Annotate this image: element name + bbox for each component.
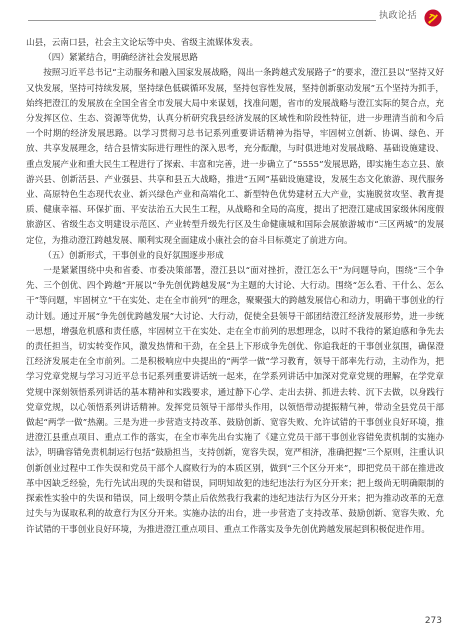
paragraph-development-strategy: 按照习近平总书记“主动服务和融入国家发展战略，闯出一条跨越式发展路子”的要求，澄江县以“坚持又好又快发展，坚持可持续发展，坚持绿色低碳循环发展，坚持包容性发展，坚持创新驱动发展”五个坚持为抓手，始终把澄江的发展放在全国全省全市发展大局中来谋划，找准问题，省市的发展战略与澄江实际的契合点，充分发挥区位、生态、资源等优势，认真分析研究我县经济发展的区域性和阶段性特征，进一步理清当前和今后一个时期的经济发展思路。以学习贯彻习总书记系列重要讲话精神为指导，牢固树立创新、协调、绿色、开放、共享发展理念，结合县情实际进行理性的深入思考，充分酝酿，与时俱进地对发展战略、基础设施建设、重点发展产业和重大民生工程进行了探索、丰富和完善，进一步确立了“5555”发展思路，即实施生态立县、旅游兴县、创新活县、产业强县、共享和县五大战略，推进“五网”基础设施建设，发展生态文化旅游、现代服务业、高原特色生态现代农业、新兴绿色产业和高端化工、新型特色优势建材五大产业，实施脱贫攻坚、教育提质、健康幸福、环保扩面、平安法治五大民生工程，从战略和全局的高度，提出了把澄江建成国家级休闲度假旅游区、省级生态文明建设示范区、产业转型升级先行区及生命健康城和国际会展旅游城市“三区两城”的发展定位，为推动澄江跨越发展、顺利实现全面建成小康社会的奋斗目标奠定了前进方向。 [26,68,444,246]
section-heading-4: （四）紧紧结合，明确经济社会发展思路 [43,53,198,64]
page-body [26,36,444,538]
party-emblem-icon [424,9,442,27]
paragraph-continuation: 山县，云南口县，社会主文论坛等中央、省级主流媒体发表。 [26,38,259,48]
header-title: 执政论括 [376,8,420,21]
header-rule [28,20,408,21]
page-number: 273 [424,616,442,626]
section-heading-5: （五）创新形式，干事创业的良好氛围逐步形成 [43,250,224,261]
running-header [0,0,468,34]
paragraph-innovation-measures: 一是紧紧围绕中央和省委、市委决策部署，澄江县以“面对挫折，澄江怎么干”为问题导向，围绕“三个争先、三个创优、四个跨越”开展以“争先创优跨越发展”为主题的大讨论、大行动。围绕“怎么看、干什么、怎么干”等问题，牢固树立“干在实处、走在全市前列”的理念，聚聚强大的跨越发展信心和动力，明确干事创业的行动计划。通过开展“争先创优跨越发展”大讨论、大行动，促使全县领导干部团结澄江经济发展形势，进一步统一思想，增强危机感和责任感，牢固树立干在实处、走在全市前列的思想理念，以时不我待的紧迫感和争先去的责任担当，切实转变作风，激发热情和干劲，在全县上下形成争先创优、你追我赶的干事创业氛围，确保澄江经济发展走在全市前列。二是积极响应中央提出的“两学一做”学习教育，领导干部率先行动，主动作为，把学习党章党规与学习习近平总书记系列重要讲话统一起来，在学系列讲话中加深对党章党规的理解，在学党章党规中深刻领悟系列讲话的基本精神和实践要求，通过静下心学、走出去拼、抓进去转、沉下去做，以身践行党章党规，以心领悟系列讲话精神。发挥党员领导干部带头作用，以领悟带动提振精气神，带动全县党员干部做起“两学一做”热潮。三是为进一步营造支持改革、鼓励创新、宽容失败、允许试错的干事创业良好环境，推进澄江县重点项目、重点工作的落实，在全市率先出台实施了《建立党员干部干事创业容错免责机制的实施办法》，明确容错免责机制运行包括“鼓励担当，支持创新，宽容失误，宽严相济，准确把握”三个原则，注重认识创新创业过程中工作失误和党员干部个人腐败行为的本质区别，做到“三个区分开来”，即把党员干部在推进改革中因缺乏经验，先行先试出现的失误和错误，同明知故犯的违纪违法行为区分开来；把上级尚无明确限制的探索性实验中的失误和错误，同上级明令禁止后依然我行我素的违纪违法行为区分开来；把为推动改革的无意过失与为谋取私利的故意行为区分开来。实施办法的出台，进一步营造了支持改革、鼓励创新、宽容失败、允许试错的干事创业良好环境，为推进澄江重点项目、重点工作落实及争先创优跨越发展起到积极促进作用。 [26,266,444,535]
